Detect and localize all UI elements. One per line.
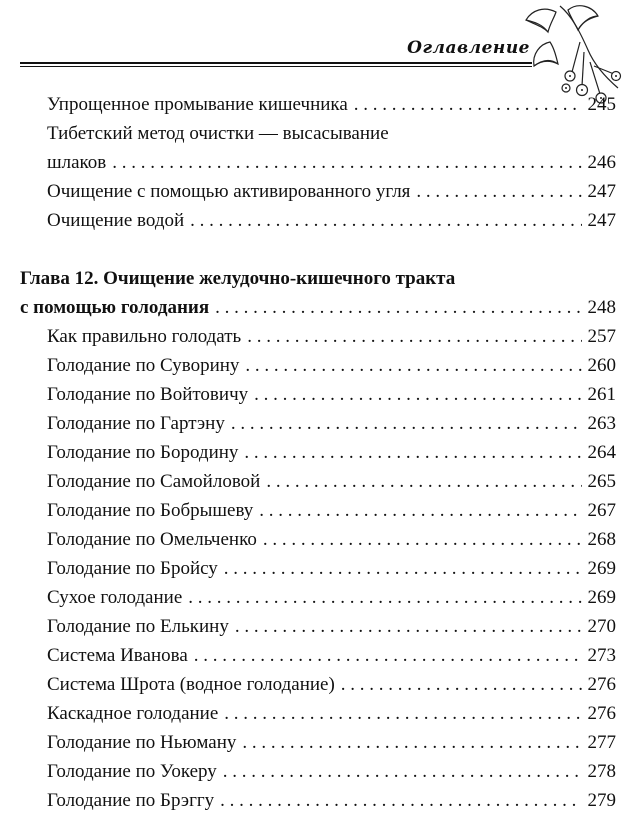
chapter-page: 248	[587, 297, 616, 318]
toc-entry[interactable]	[20, 351, 616, 380]
toc-entry-page: 268	[587, 529, 616, 550]
toc-entry-page: 265	[587, 471, 616, 492]
toc-entry-page: 276	[587, 703, 616, 724]
toc-entry-page: 247	[587, 210, 616, 231]
toc-entry-page: 263	[587, 413, 616, 434]
toc-entry-page: 260	[587, 355, 616, 376]
toc-entry[interactable]	[20, 554, 616, 583]
dot-leader	[224, 699, 581, 728]
toc-entry-title: Голодание по Бройсу	[47, 558, 218, 579]
toc-entry[interactable]	[20, 467, 616, 496]
toc-entry[interactable]	[20, 699, 616, 728]
toc-entry-title: Упрощенное промывание кишечника	[47, 94, 348, 115]
toc-entry-title: Система Иванова	[47, 645, 188, 666]
chapter-entries-list	[20, 322, 616, 815]
toc-entry-title-line1[interactable]: Тибетский метод очистки — высасывание	[47, 123, 389, 144]
dot-leader	[259, 496, 581, 525]
dot-leader	[231, 409, 582, 438]
toc-entry-title: Голодание по Гартэну	[47, 413, 225, 434]
toc-entry-title: Голодание по Омельченко	[47, 529, 257, 550]
dot-leader	[235, 612, 582, 641]
toc-entry-title: Голодание по Брэггу	[47, 790, 215, 811]
dot-leader	[223, 757, 582, 786]
toc-entry[interactable]	[20, 177, 616, 206]
toc-entry[interactable]	[20, 206, 616, 235]
dot-leader	[244, 438, 581, 467]
dot-leader	[190, 206, 581, 235]
toc-entry-page: 277	[587, 732, 616, 753]
toc-entry[interactable]	[20, 757, 616, 786]
toc-entry[interactable]	[20, 90, 616, 119]
dot-leader	[266, 467, 581, 496]
dot-leader	[215, 293, 581, 322]
toc-entry-page: 269	[587, 587, 616, 608]
toc-entry-title: Голодание по Суворину	[47, 355, 240, 376]
toc-entry[interactable]	[20, 641, 616, 670]
toc-entry-title: Очищение с помощью активированного угля	[47, 181, 411, 202]
toc-entry-page: 247	[587, 181, 616, 202]
toc-entry[interactable]	[20, 612, 616, 641]
toc-entry[interactable]	[20, 670, 616, 699]
toc-entry-page: 273	[587, 645, 616, 666]
dot-leader	[354, 90, 582, 119]
toc-entry-title: Голодание по Войтовичу	[47, 384, 249, 405]
toc-entry-page: 261	[587, 384, 616, 405]
dot-leader	[194, 641, 582, 670]
toc-entry[interactable]	[20, 409, 616, 438]
toc-entry-title: Голодание по Уокеру	[47, 761, 217, 782]
running-head-title: Оглавление	[407, 38, 530, 58]
toc-entry-title: Очищение водой	[47, 210, 185, 231]
toc-entry-title: Голодание по Елькину	[47, 616, 229, 637]
dot-leader	[341, 670, 582, 699]
toc-entry[interactable]	[20, 380, 616, 409]
toc-entry[interactable]	[20, 438, 616, 467]
dot-leader	[254, 380, 581, 409]
toc-entry-title: Голодание по Самойловой	[47, 471, 261, 492]
toc-entry-title: Голодание по Бобрышеву	[47, 500, 254, 521]
page-header	[20, 38, 532, 70]
toc-entry-page: 246	[587, 152, 616, 173]
dot-leader	[242, 728, 581, 757]
chapter-entry[interactable]	[20, 293, 616, 322]
toc-entry-page: 276	[587, 674, 616, 695]
toc-entry[interactable]	[20, 148, 616, 177]
toc-entry-page: 278	[587, 761, 616, 782]
header-rule-thick	[20, 62, 532, 64]
dot-leader	[245, 351, 581, 380]
toc-entry-title: Сухое голодание	[47, 587, 183, 608]
table-of-contents	[20, 90, 616, 815]
toc-entry-title: Как правильно голодать	[47, 326, 242, 347]
toc-entry-page: 279	[587, 790, 616, 811]
chapter-title-line2: с помощью голодания	[20, 297, 210, 318]
toc-entry-page: 257	[587, 326, 616, 347]
dot-leader	[112, 148, 581, 177]
dot-leader	[263, 525, 582, 554]
toc-entry-title: Голодание по Ньюману	[47, 732, 237, 753]
toc-entry[interactable]	[20, 496, 616, 525]
toc-entry[interactable]	[20, 322, 616, 351]
toc-entry-page: 264	[587, 442, 616, 463]
header-rule-thin	[20, 66, 532, 67]
dot-leader	[416, 177, 581, 206]
toc-entry-title: Система Шрота (водное голодание)	[47, 674, 335, 695]
toc-entry-title: Голодание по Бородину	[47, 442, 239, 463]
toc-entry-page: 245	[587, 94, 616, 115]
dot-leader	[220, 786, 581, 815]
dot-leader	[188, 583, 581, 612]
section-gap	[20, 235, 616, 264]
toc-entry-title: Каскадное голодание	[47, 703, 219, 724]
dot-leader	[224, 554, 582, 583]
dot-leader	[247, 322, 581, 351]
chapter-title-line1[interactable]: Глава 12. Очищение желудочно-кишечного тракта	[20, 268, 456, 289]
toc-entry[interactable]	[20, 583, 616, 612]
toc-entry[interactable]	[20, 728, 616, 757]
toc-entry-page: 267	[587, 500, 616, 521]
toc-entry[interactable]	[20, 786, 616, 815]
toc-entry-title: шлаков	[47, 152, 107, 173]
toc-entry-page: 269	[587, 558, 616, 579]
toc-entry[interactable]	[20, 525, 616, 554]
toc-entry-page: 270	[587, 616, 616, 637]
